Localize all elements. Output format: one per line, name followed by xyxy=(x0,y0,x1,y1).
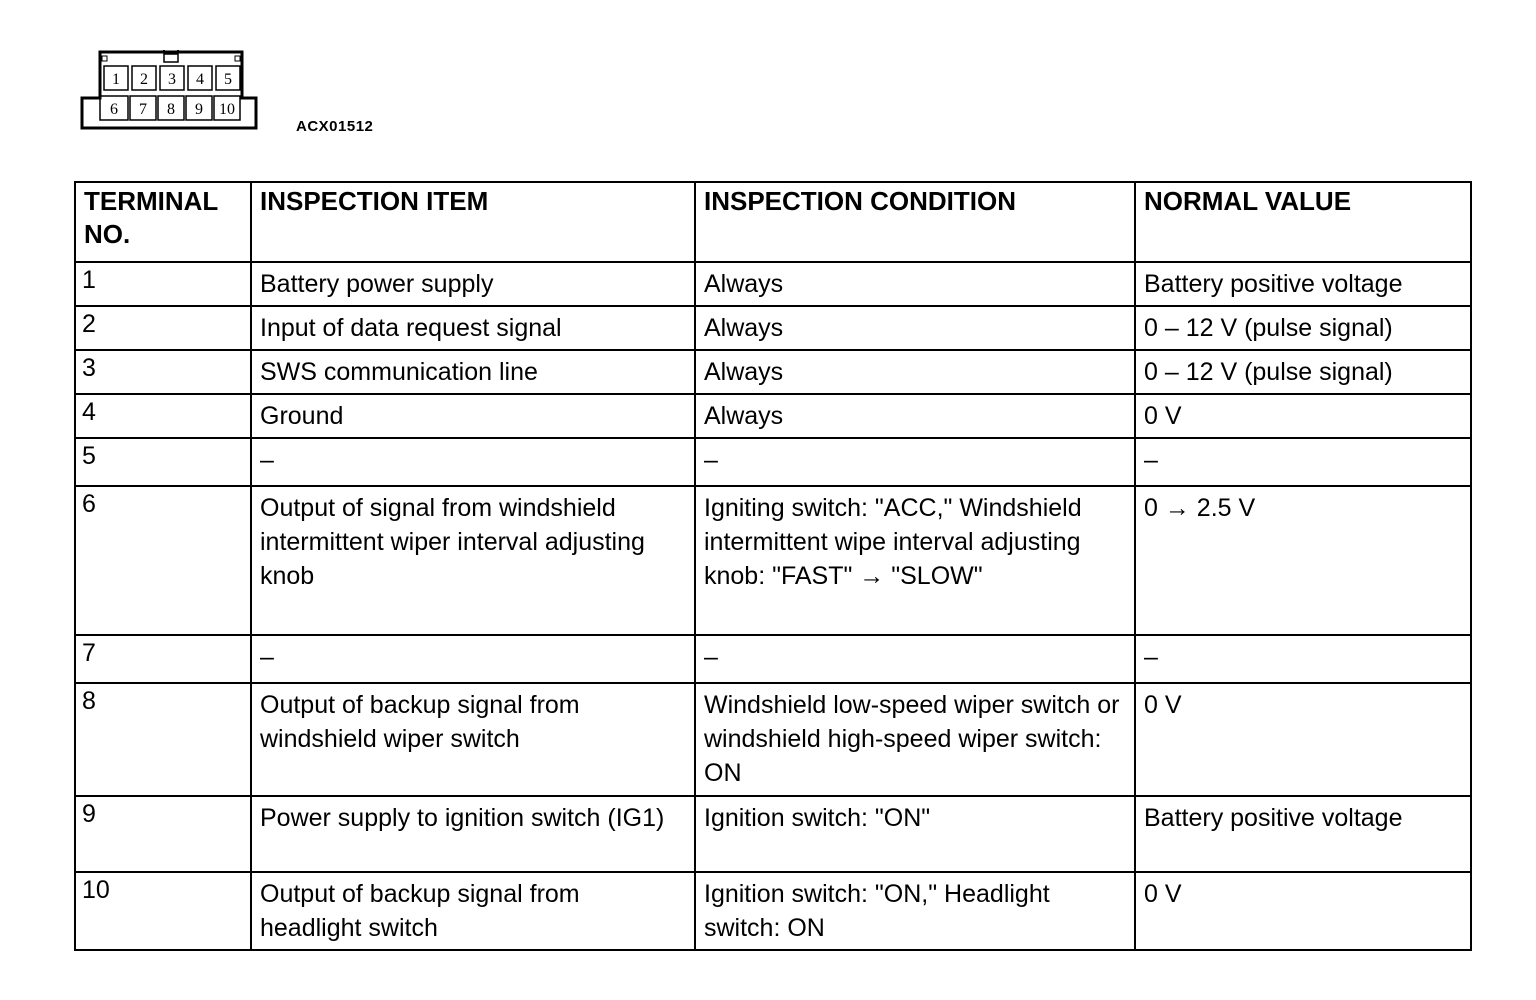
pin-label: 6 xyxy=(110,101,118,118)
terminal-cell: 9 xyxy=(75,796,251,872)
value-cell: Battery positive voltage xyxy=(1135,262,1471,306)
item-cell: Output of backup signal from headlight switch xyxy=(251,872,695,950)
table-row xyxy=(75,350,1471,394)
pin-label: 9 xyxy=(195,101,203,118)
header-inspection-condition: INSPECTION CONDITION xyxy=(695,182,1135,262)
value-cell: 0 – 12 V (pulse signal) xyxy=(1135,306,1471,350)
terminal-cell: 10 xyxy=(75,872,251,950)
table-row xyxy=(75,438,1471,486)
header-inspection-item: INSPECTION ITEM xyxy=(251,182,695,262)
pin-label: 1 xyxy=(112,71,120,88)
header-terminal: TERMINAL NO. xyxy=(75,182,251,262)
value-cell: 0 – 12 V (pulse signal) xyxy=(1135,350,1471,394)
condition-cell: – xyxy=(695,635,1135,683)
condition-cell: Ignition switch: "ON," Headlight switch: ON xyxy=(695,872,1135,950)
condition-cell: Always xyxy=(695,306,1135,350)
terminal-cell: 8 xyxy=(75,683,251,796)
condition-cell: Always xyxy=(695,262,1135,306)
table-row xyxy=(75,635,1471,683)
condition-cell: Windshield low-speed wiper switch or windshield high-speed wiper switch: ON xyxy=(695,683,1135,796)
value-cell: 0 V xyxy=(1135,683,1471,796)
terminal-cell: 4 xyxy=(75,394,251,438)
item-cell: Battery power supply xyxy=(251,262,695,306)
value-cell: – xyxy=(1135,635,1471,683)
terminal-cell: 5 xyxy=(75,438,251,486)
terminal-cell: 1 xyxy=(75,262,251,306)
value-cell: 0 V xyxy=(1135,872,1471,950)
table-header-row xyxy=(75,182,1471,262)
condition-cell: Igniting switch: "ACC," Windshield intermittent wipe interval adjusting knob: "FAST" → "SLOW" xyxy=(695,486,1135,635)
pin-label: 7 xyxy=(139,101,147,118)
item-cell: Ground xyxy=(251,394,695,438)
table-row xyxy=(75,486,1471,635)
item-cell: Output of signal from windshield intermittent wiper interval adjusting knob xyxy=(251,486,695,635)
table-row xyxy=(75,306,1471,350)
condition-cell: Ignition switch: "ON" xyxy=(695,796,1135,872)
pin-label: 2 xyxy=(140,71,148,88)
table-row xyxy=(75,262,1471,306)
header-normal-value: NORMAL VALUE xyxy=(1135,182,1471,262)
value-cell: Battery positive voltage xyxy=(1135,796,1471,872)
condition-cell: Always xyxy=(695,394,1135,438)
value-cell: 0 V xyxy=(1135,394,1471,438)
condition-cell: – xyxy=(695,438,1135,486)
terminal-cell: 7 xyxy=(75,635,251,683)
terminal-cell: 6 xyxy=(75,486,251,635)
table-row xyxy=(75,683,1471,796)
item-cell: SWS communication line xyxy=(251,350,695,394)
item-cell: Power supply to ignition switch (IG1) xyxy=(251,796,695,872)
connector-code: ACX01512 xyxy=(296,118,374,135)
pin-label: 5 xyxy=(224,71,232,88)
value-cell: 0 → 2.5 V xyxy=(1135,486,1471,635)
item-cell: – xyxy=(251,635,695,683)
connector-diagram xyxy=(80,50,258,130)
condition-cell: Always xyxy=(695,350,1135,394)
table-row xyxy=(75,796,1471,872)
table-row xyxy=(75,872,1471,950)
pin-label: 4 xyxy=(196,71,204,88)
pin-label: 10 xyxy=(219,101,235,118)
table-row xyxy=(75,394,1471,438)
pin-label: 8 xyxy=(167,101,175,118)
item-cell: Output of backup signal from windshield wiper switch xyxy=(251,683,695,796)
terminal-cell: 2 xyxy=(75,306,251,350)
pin-label: 3 xyxy=(168,71,176,88)
item-cell: – xyxy=(251,438,695,486)
terminal-cell: 3 xyxy=(75,350,251,394)
connector-outline xyxy=(80,50,258,130)
value-cell: – xyxy=(1135,438,1471,486)
inspection-table xyxy=(74,181,1472,951)
item-cell: Input of data request signal xyxy=(251,306,695,350)
